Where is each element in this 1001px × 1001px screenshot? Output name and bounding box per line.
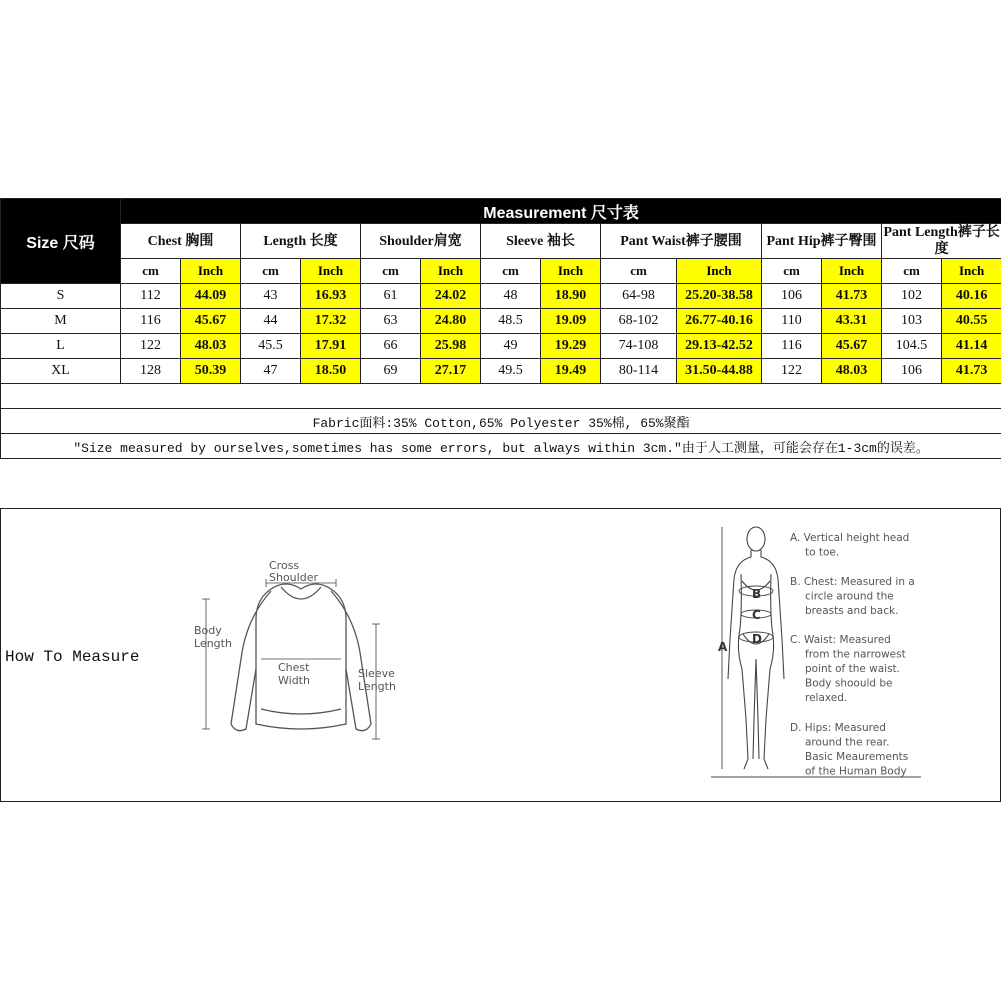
size-label: XL [1, 359, 121, 384]
unit-cm: cm [241, 259, 301, 284]
marker-a: A [718, 640, 728, 654]
unit-cm: cm [601, 259, 677, 284]
body-note-line: circle around the [805, 590, 894, 603]
how-to-measure-label: How To Measure [5, 648, 140, 666]
sleeve-length-label: Sleeve [358, 667, 395, 680]
cm-value: 48 [481, 284, 541, 309]
inch-value: 16.93 [301, 284, 361, 309]
unit-inch: Inch [181, 259, 241, 284]
body-note-line: Basic Meaurements [805, 751, 909, 763]
cm-value: 68-102 [601, 309, 677, 334]
inch-value: 17.91 [301, 334, 361, 359]
cm-value: 66 [361, 334, 421, 359]
unit-inch: Inch [541, 259, 601, 284]
body-note-line: breasts and back. [805, 605, 899, 617]
unit-inch: Inch [822, 259, 882, 284]
unit-inch: Inch [301, 259, 361, 284]
body-note-line: C. Waist: Measured [790, 634, 891, 646]
body-note-line: A. Vertical height head [790, 532, 910, 544]
inch-value: 25.98 [421, 334, 481, 359]
cm-value: 116 [762, 334, 822, 359]
body-note-line: relaxed. [805, 692, 848, 704]
cm-value: 106 [882, 359, 942, 384]
cm-value: 116 [121, 309, 181, 334]
size-header: Size 尺码 [1, 199, 121, 284]
chest-width-label-2: Width [278, 674, 310, 687]
cm-value: 43 [241, 284, 301, 309]
unit-cm: cm [121, 259, 181, 284]
size-label: L [1, 334, 121, 359]
table-row [1, 359, 1001, 384]
cross-shoulder-label-2: Shoulder [269, 571, 318, 584]
inch-value: 45.67 [181, 309, 241, 334]
inch-value: 29.13-42.52 [677, 334, 762, 359]
inch-value: 19.29 [541, 334, 601, 359]
measurement-note: "Size measured by ourselves,sometimes has some errors, but always within 3cm."由于人工测量，可能会存在1-3cm的误差。 [1, 434, 1001, 459]
body-note-line: from the narrowest [805, 648, 906, 661]
inch-value: 40.16 [942, 284, 1001, 309]
cm-value: 74-108 [601, 334, 677, 359]
cm-value: 122 [762, 359, 822, 384]
column-header: Pant Length裤子长度 [883, 225, 1000, 257]
cm-value: 48.5 [481, 309, 541, 334]
marker-d: D [752, 632, 762, 646]
measurement-header: Measurement 尺寸表 [121, 199, 1001, 224]
inch-value: 48.03 [181, 334, 241, 359]
cm-value: 106 [762, 284, 822, 309]
inch-value: 24.02 [421, 284, 481, 309]
inch-value: 19.49 [541, 359, 601, 384]
body-note-line: to toe. [805, 546, 840, 559]
size-label: S [1, 284, 121, 309]
unit-inch: Inch [421, 259, 481, 284]
sweater-diagram-icon [186, 549, 416, 749]
inch-value: 45.67 [822, 334, 882, 359]
spacer-row [1, 384, 1001, 409]
body-note-line: point of the waist. [805, 663, 901, 675]
body-note-line: D. Hips: Measured [790, 722, 886, 734]
sleeve-length-label-2: Length [358, 680, 396, 693]
inch-value: 24.80 [421, 309, 481, 334]
body-length-label-2: Length [194, 637, 232, 650]
cm-value: 103 [882, 309, 942, 334]
table-row [1, 334, 1001, 359]
unit-cm: cm [481, 259, 541, 284]
column-header: Sleeve 袖长 [481, 224, 601, 259]
marker-b: B [752, 587, 762, 601]
marker-c: C [752, 608, 761, 622]
inch-value: 41.14 [942, 334, 1001, 359]
body-note-line: around the rear. [805, 736, 890, 749]
column-header: Shoulder肩宽 [361, 224, 481, 259]
body-note-line: of the Human Body [805, 765, 907, 778]
cm-value: 63 [361, 309, 421, 334]
unit-inch: Inch [942, 259, 1001, 284]
cm-value: 69 [361, 359, 421, 384]
cm-value: 104.5 [882, 334, 942, 359]
body-note-line: Body shoould be [805, 677, 893, 690]
inch-value: 44.09 [181, 284, 241, 309]
column-header: Pant Waist裤子腰围 [601, 224, 762, 259]
cm-value: 80-114 [601, 359, 677, 384]
cm-value: 102 [882, 284, 942, 309]
size-table [0, 198, 1001, 459]
inch-value: 18.50 [301, 359, 361, 384]
cm-value: 45.5 [241, 334, 301, 359]
body-length-label: Body [194, 624, 222, 637]
unit-cm: cm [361, 259, 421, 284]
cm-value: 122 [121, 334, 181, 359]
inch-value: 17.32 [301, 309, 361, 334]
chest-width-label: Chest [278, 661, 310, 674]
inch-value: 43.31 [822, 309, 882, 334]
unit-cm: cm [762, 259, 822, 284]
fabric-note: Fabric面料:35% Cotton,65% Polyester 35%棉, 65%聚酯 [1, 409, 1001, 434]
inch-value: 41.73 [942, 359, 1001, 384]
inch-value: 25.20-38.58 [677, 284, 762, 309]
column-header: Chest 胸围 [121, 224, 241, 259]
column-header: Pant Hip裤子臀围 [762, 224, 882, 259]
inch-value: 18.90 [541, 284, 601, 309]
table-row [1, 309, 1001, 334]
body-note-line: B. Chest: Measured in a [790, 576, 915, 588]
cm-value: 44 [241, 309, 301, 334]
cm-value: 110 [762, 309, 822, 334]
unit-inch: Inch [677, 259, 762, 284]
size-label: M [1, 309, 121, 334]
inch-value: 41.73 [822, 284, 882, 309]
cm-value: 64-98 [601, 284, 677, 309]
inch-value: 48.03 [822, 359, 882, 384]
inch-value: 50.39 [181, 359, 241, 384]
how-to-measure-section [0, 508, 1001, 802]
cm-value: 112 [121, 284, 181, 309]
cm-value: 128 [121, 359, 181, 384]
body-measurement-diagram-icon [706, 519, 926, 794]
cross-shoulder-label: Cross [269, 559, 300, 572]
inch-value: 27.17 [421, 359, 481, 384]
inch-value: 40.55 [942, 309, 1001, 334]
cm-value: 47 [241, 359, 301, 384]
cm-value: 49 [481, 334, 541, 359]
body-notes [790, 532, 915, 778]
table-row [1, 284, 1001, 309]
inch-value: 26.77-40.16 [677, 309, 762, 334]
cm-value: 61 [361, 284, 421, 309]
column-header: Length 长度 [241, 224, 361, 259]
unit-cm: cm [882, 259, 942, 284]
inch-value: 31.50-44.88 [677, 359, 762, 384]
inch-value: 19.09 [541, 309, 601, 334]
cm-value: 49.5 [481, 359, 541, 384]
